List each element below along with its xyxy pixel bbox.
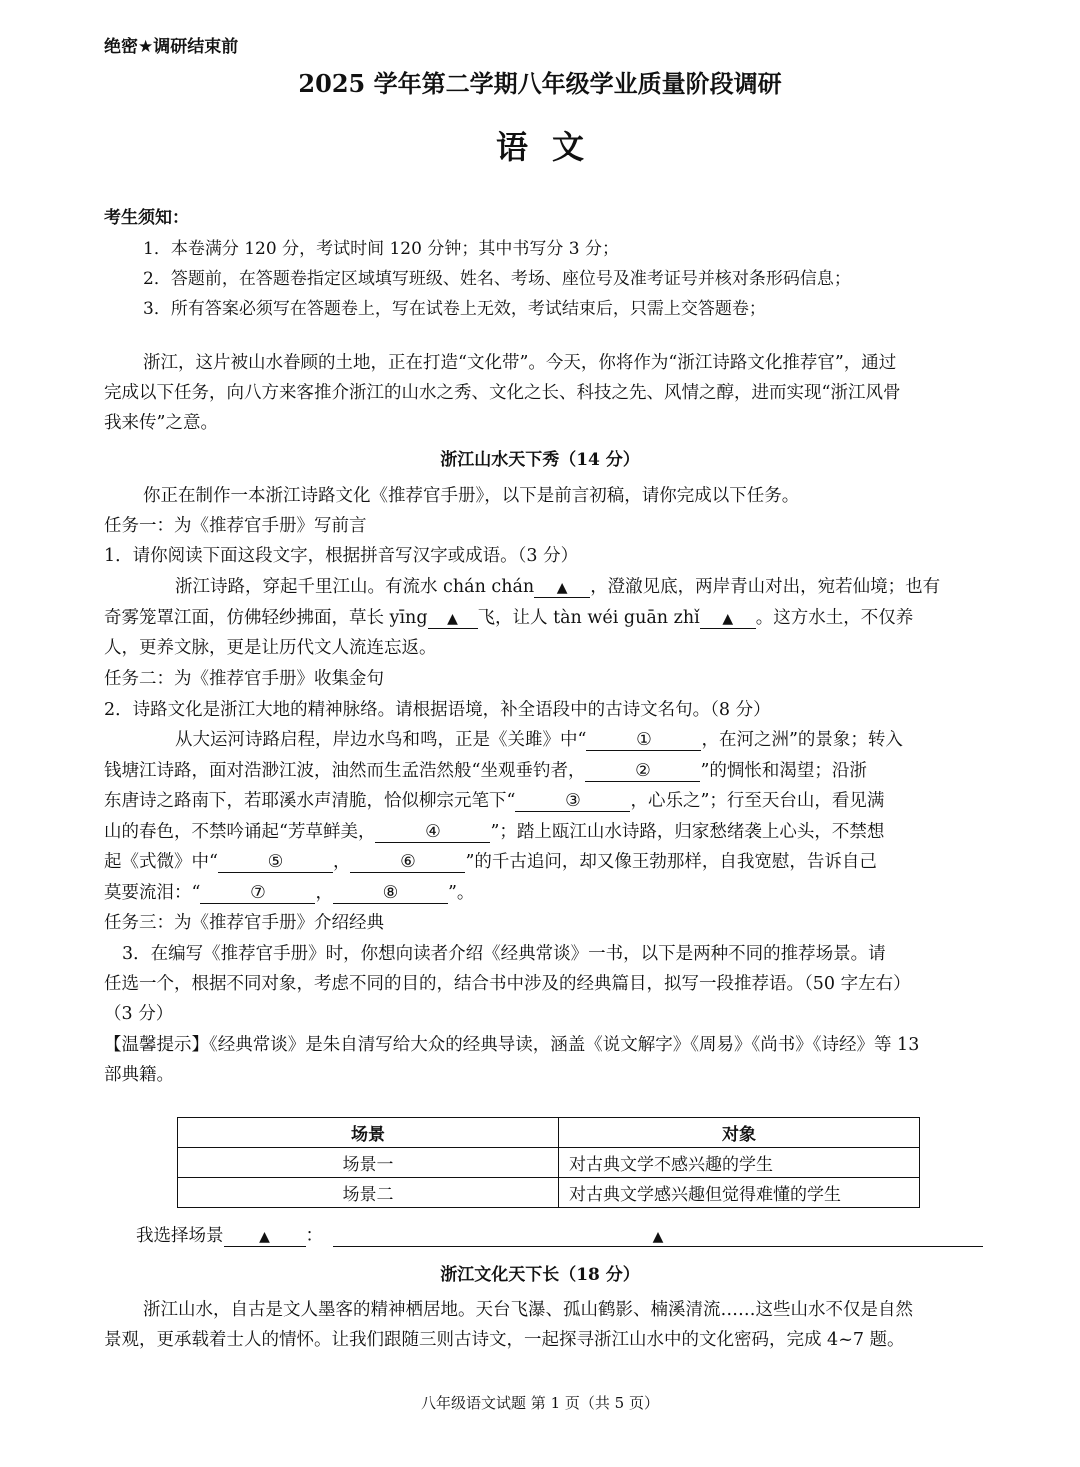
q1-line-1: 浙江诗路，穿起千里江山。有流水 chán chán ▲ ，澄澈见底，两岸青山对出，宛若仙境；也有 (175, 577, 941, 597)
q2-stem: 2．诗路文化是浙江大地的精神脉络。请根据语境，补全语段中的古诗文名句。（8 分） (104, 700, 771, 720)
notice-item-1: 1．本卷满分 120 分，考试时间 120 分钟；其中书写分 3 分； (143, 239, 619, 259)
notice-item-2: 2．答题前，在答题卷指定区域填写班级、姓名、考场、座位号及准考证号并核对条形码信息； (143, 269, 851, 289)
task1-heading: 任务一：为《推荐官手册》写前言 (104, 516, 367, 536)
table-header-row (178, 1118, 920, 1148)
q1-line-3: 人，更养文脉，更是让历代文人流连忘返。 (104, 638, 437, 658)
intro-line-1: 浙江，这片被山水眷顾的土地，正在打造“文化带”。今天，你将作为“浙江诗路文化推荐官”，通过 (143, 353, 897, 373)
q3-line-1: 3．在编写《推荐官手册》时，你想向读者介绍《经典常谈》一书，以下是两种不同的推荐场景。请 (122, 944, 886, 964)
task3-heading: 任务三：为《推荐官手册》介绍经典 (104, 913, 384, 933)
q2-blank-8: ⑧ (333, 884, 448, 904)
table-header: 对象 (559, 1118, 920, 1148)
q1-blank-3: ▲ (700, 609, 756, 629)
notice-heading: 考生须知： (104, 208, 189, 228)
page-footer: 八年级语文试题 第 1 页（共 5 页） (421, 1394, 659, 1412)
table-cell: 场景一 (178, 1148, 559, 1178)
q3-tip-1: 【温馨提示】《经典常谈》是朱自清写给大众的经典导读，涵盖《说文解字》《周易》《尚书》《诗经》等 13 (104, 1035, 920, 1055)
q2-blank-3: ③ (515, 792, 630, 812)
recommendation-blank: ▲ (333, 1227, 983, 1247)
q2-line-2: 钱塘江诗路，面对浩渺江波，油然而生孟浩然般“坐观垂钓者， ② ”的惆怅和渴望；沿浙 (104, 761, 867, 781)
q2-blank-4: ④ (375, 823, 490, 843)
q1-blank-2: ▲ (428, 609, 478, 629)
table-cell: 对古典文学感兴趣但觉得难懂的学生 (559, 1178, 920, 1208)
choose-scene-blank: ▲ (224, 1227, 306, 1247)
section1-lead: 你正在制作一本浙江诗路文化《推荐官手册》，以下是前言初稿，请你完成以下任务。 (143, 486, 800, 506)
q2-line-1: 从大运河诗路启程，岸边水鸟和鸣，正是《关雎》中“ ① ，在河之洲”的景象；转入 (175, 730, 903, 750)
q3-line-3: （3 分） (104, 1004, 174, 1024)
section2-line-2: 景观，更承载着士人的情怀。让我们跟随三则古诗文，一起探寻浙江山水中的文化密码，完成 4~7 题。 (104, 1330, 905, 1350)
notice-item-3: 3．所有答案必须写在答题卷上，写在试卷上无效，考试结束后，只需上交答题卷； (143, 299, 766, 319)
q2-blank-2: ② (585, 762, 700, 782)
section-heading-1: 浙江山水天下秀（14 分） (440, 450, 640, 470)
confidential-mark: 绝密★调研结束前 (104, 37, 239, 57)
q2-blank-1: ① (586, 731, 701, 751)
q2-line-4: 山的春色，不禁吟诵起“芳草鲜美， ④ ”；踏上瓯江山水诗路，归家愁绪袭上心头，不禁想 (104, 822, 885, 842)
q2-blank-5: ⑤ (218, 853, 333, 873)
q1-blank-1: ▲ (534, 578, 590, 598)
q3-tip-2: 部典籍。 (104, 1065, 174, 1085)
q2-blank-7: ⑦ (200, 884, 315, 904)
scene-table (177, 1117, 920, 1208)
q2-line-6: 莫要流泪：“ ⑦ ， ⑧ ”。 (104, 883, 475, 903)
table-header: 场景 (178, 1118, 559, 1148)
q1-line-2: 奇雾笼罩江面，仿佛轻纱拂面，草长 yīng ▲ 飞，让人 tàn wéi guān zhǐ ▲ 。这方水土，不仅养 (104, 608, 914, 628)
intro-line-3: 我来传”之意。 (104, 413, 218, 433)
table-row (178, 1148, 920, 1178)
q3-line-2: 任选一个，根据不同对象，考虑不同的目的，结合书中涉及的经典篇目，拟写一段推荐语。（50 字左右） (104, 974, 911, 994)
q2-line-3: 东唐诗之路南下，若耶溪水声清脆，恰似柳宗元笔下“ ③ ，心乐之”；行至天台山，看见满 (104, 791, 885, 811)
table-cell: 场景二 (178, 1178, 559, 1208)
task2-heading: 任务二：为《推荐官手册》收集金句 (104, 669, 384, 689)
table-cell: 对古典文学不感兴趣的学生 (559, 1148, 920, 1178)
table-row (178, 1178, 920, 1208)
q2-blank-6: ⑥ (350, 853, 465, 873)
subject-title: 语文 (495, 128, 608, 166)
exam-title: 2025 学年第二学期八年级学业质量阶段调研 (298, 69, 782, 98)
q1-stem: 1．请你阅读下面这段文字，根据拼音写汉字或成语。（3 分） (104, 546, 579, 566)
section-heading-2: 浙江文化天下长（18 分） (440, 1265, 640, 1285)
choose-scene-line: 我选择场景 ▲ ： ▲ (136, 1222, 983, 1247)
intro-line-2: 完成以下任务，向八方来客推介浙江的山水之秀、文化之长、科技之先、风情之醇，进而实现“浙江风骨 (104, 383, 901, 403)
q2-line-5: 起《式微》中“ ⑤ ， ⑥ ”的千古追问，却又像王勃那样，自我宽慰，告诉自己 (104, 852, 877, 872)
section2-line-1: 浙江山水，自古是文人墨客的精神栖居地。天台飞瀑、孤山鹤影、楠溪清流……这些山水不仅是自然 (143, 1300, 913, 1320)
